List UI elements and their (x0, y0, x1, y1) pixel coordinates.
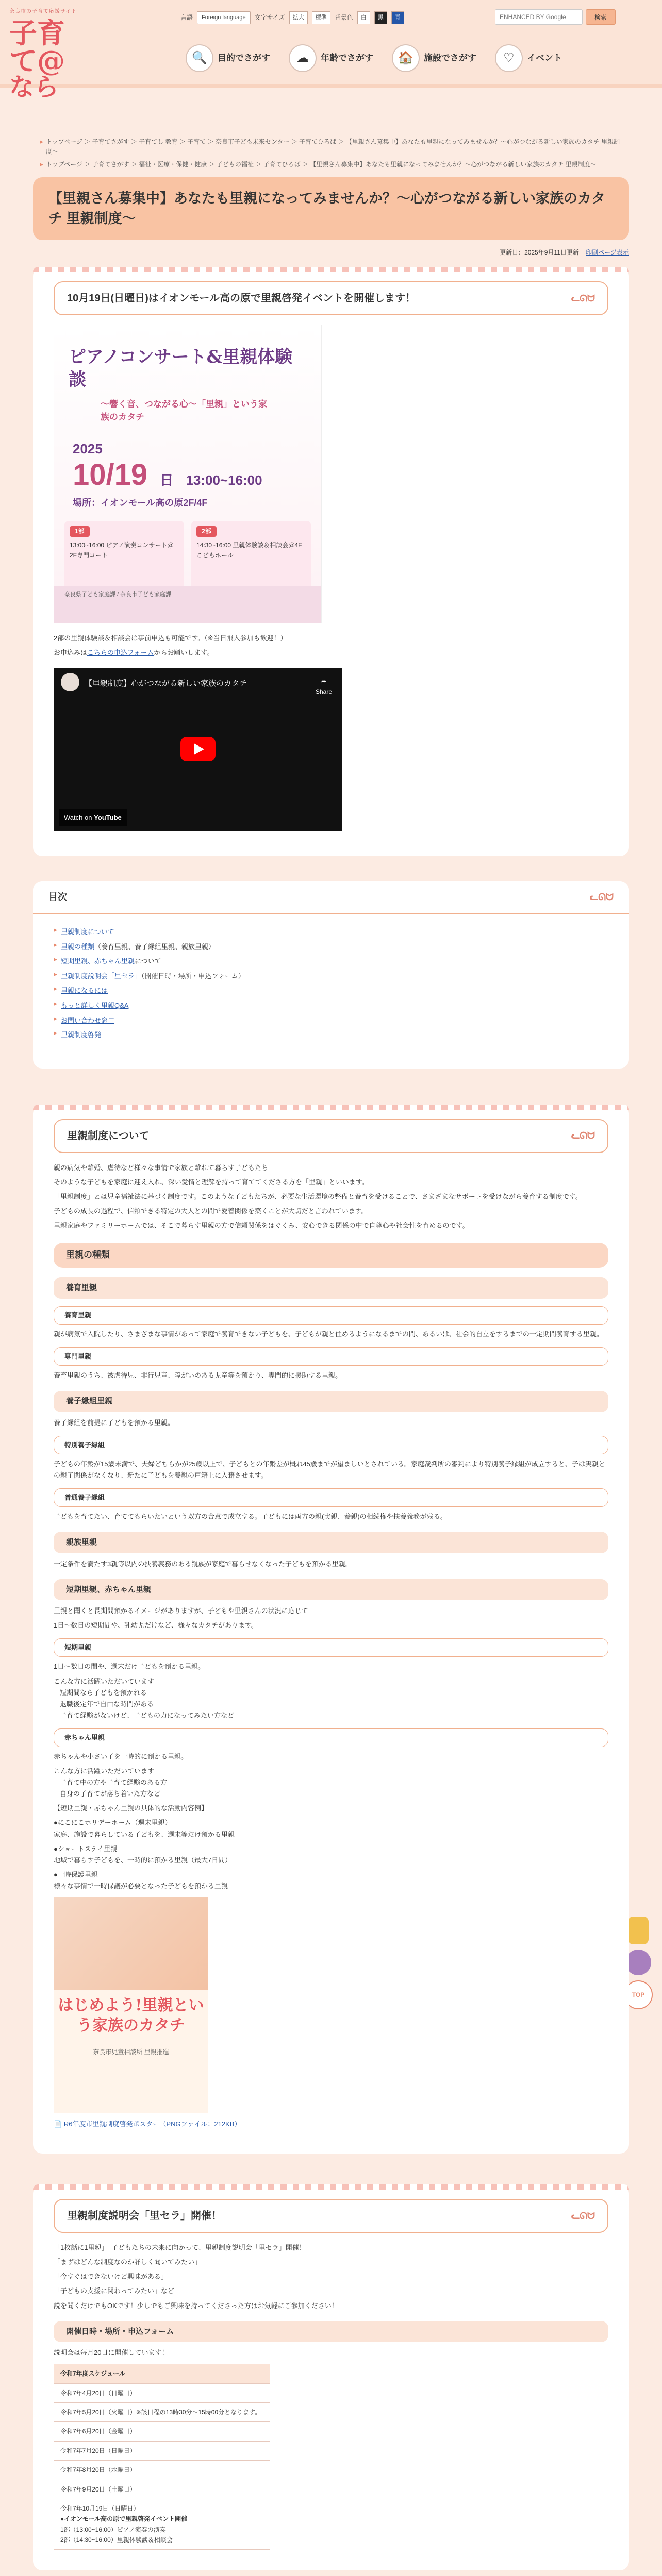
awareness-poster-sub: 奈良市児童相談所 里親推進 (93, 2048, 169, 2056)
bear-mascot-icon (625, 1950, 651, 1975)
list-item (54, 1028, 608, 1043)
types-heading: 里親の種類 (54, 1243, 608, 1268)
toc-heading: 目次 (48, 892, 67, 903)
table-row (54, 2364, 270, 2383)
poster-part2-text: 14:30~16:00 里親体験談＆相談会＠4Fこどもホール (196, 541, 302, 560)
toc-heading-bar (33, 881, 629, 914)
about-p5: 里親家庭やファミリーホームでは、そこで暮らす里親の方で信頼関係をはぐくみ、安心できる関係の中で自尊心や社会性を育めるのです。 (54, 1222, 469, 1230)
list-item (54, 998, 608, 1013)
short-list1-2: 退職後定年で自由な時間がある (60, 1700, 154, 1708)
share-icon: ➦ (321, 677, 327, 685)
foster-p2: 養育里親のうち、被虐待児、非行児童、障がいのある児童等を預かり、専門的に援助する里親。 (54, 1371, 342, 1379)
poster-time: 13:00~16:00 (186, 472, 262, 488)
bg-black-button[interactable]: 黒 (374, 11, 387, 24)
about-p2: そのような子どもを家庭に迎え入れ、深い愛情と理解を持って育ててくださる方を「里親」といいます。 (54, 1178, 369, 1186)
toc-link[interactable]: 里親の種類 (61, 942, 95, 951)
toc-link[interactable]: 里親制度について (61, 928, 114, 936)
print-link[interactable]: 印刷ページ表示 (586, 248, 629, 256)
schedule-line: 令和7年10月19日（日曜日） (60, 2504, 140, 2512)
bg-white-button[interactable]: 白 (357, 11, 370, 24)
play-button-icon[interactable] (180, 737, 216, 761)
watch-on-youtube[interactable] (59, 809, 127, 826)
short-list2-2: 自身の子育てが落ち着いた方など (60, 1790, 161, 1798)
site-search (495, 9, 616, 25)
list-item (54, 1013, 608, 1028)
about-section (33, 1105, 629, 2154)
search-input[interactable] (495, 9, 583, 25)
schedule-cell: 令和7年4月20日（日曜日） (54, 2383, 270, 2402)
poster-photo (54, 1897, 208, 1990)
toc-link[interactable]: お問い合わせ窓口 (61, 1016, 115, 1024)
short-p1: 里親と聞くと長期間預かるイメージがありますが、子どもや里親さんの状況に応じて (54, 1607, 308, 1615)
nav-event[interactable] (490, 40, 567, 76)
short-p2: 1日～数日の短期間や、乳幼児だけなど、様々なカタチがあります。 (54, 1621, 258, 1630)
cat-ears-icon: ᓚᘏᗢ (589, 892, 614, 903)
foster-sub2: 専門里親 (54, 1347, 608, 1366)
short-p5: 【短期里親・赤ちゃん里親の具体的な活動内容例】 (54, 1804, 208, 1812)
table-row (54, 2441, 270, 2460)
table-row (54, 2461, 270, 2480)
schedule-line: 2部（14:30~16:00）里親体験談＆相談会 (60, 2536, 173, 2544)
seminar-p3: 「今すぐはできないけど興味がある」 (54, 2273, 168, 2281)
table-row (54, 2480, 270, 2499)
breadcrumb-trail-1[interactable]: ▶ トップページ ＞ 子育てさがす ＞ 子育てし 教育 ＞ 子育て ＞ 奈良市子ども未来センター ＞ 子育てひろば ＞ 【里親さん募集中】あなたも里親になってみませんか？～心がつながる新しい家族のカタチ 里親制度～ (40, 137, 622, 157)
seminar-p5: 説を聞くだけでもOKです！少しでもご興味を持ってくださった方はお気軽にご参加ください！ (54, 2301, 338, 2310)
cat-ears-icon: ᓚᘏᗢ (571, 2210, 595, 2221)
poster-day: 日 (160, 472, 174, 488)
event-heading-bar (54, 281, 608, 315)
short-list1-3: 子育て経験がないけど、子どもの力になってみたい方など (60, 1711, 235, 1719)
awareness-poster (54, 1897, 208, 2113)
table-row (54, 2402, 270, 2421)
poster-title: ピアノコンサート&里親体験談 (69, 347, 293, 391)
toc-tail: （開催日時・場所・申込フォーム） (141, 972, 245, 980)
nav-purpose-label: 目的でさがす (218, 53, 270, 63)
font-size-label: 文字サイズ (254, 14, 285, 22)
toc-link[interactable]: 短期里親、赤ちゃん里親 (61, 957, 135, 965)
short-p4: 赤ちゃんや小さい子を一時的に預かる里親。 (54, 1753, 188, 1760)
schedule-cell (54, 2499, 270, 2550)
short-sub1: 短期里親 (54, 1638, 608, 1657)
cat-ears-icon: ᓚᘏᗢ (571, 1130, 595, 1141)
language-label: 言語 (180, 14, 193, 22)
watch-on-label: Watch on (64, 814, 92, 822)
poster-year: 2025 (73, 440, 103, 456)
poster-part1-label: 1部 (70, 526, 90, 536)
short-p11: 様々な事情で一時保護が必要となった子どもを預かる里親 (54, 1882, 228, 1890)
toc-link[interactable]: 里親になるには (61, 987, 108, 995)
schedule-table (54, 2364, 270, 2550)
heart-icon: ♡ (495, 44, 523, 72)
awareness-poster-title: はじめよう!里親という家族のカタチ (58, 1996, 204, 2035)
poster-date-row (54, 457, 321, 492)
seminar-p2: 「まずはどんな制度なのか詳しく聞いてみたい」 (54, 2258, 202, 2266)
nav-facility-label: 施設でさがす (424, 53, 476, 63)
global-nav (180, 40, 567, 76)
seminar-heading-bar (54, 2199, 608, 2233)
channel-avatar (61, 673, 79, 691)
foster-heading: 養育里親 (54, 1277, 608, 1299)
toc-tail: について (135, 957, 161, 965)
schedule-cell: 令和7年5月20日（火曜日）※該日程の13時30分～15時00分となります。 (54, 2402, 270, 2421)
schedule-cell: 令和7年7月20日（日曜日） (54, 2441, 270, 2460)
list-item (54, 984, 608, 998)
adopt-heading: 養子縁組里親 (54, 1391, 608, 1412)
seminar-heading: 里親制度説明会「里セラ」開催！ (67, 2210, 222, 2222)
schedule-cell: 令和7年9月20日（土曜日） (54, 2480, 270, 2499)
toc-link[interactable]: もっと詳しく里親Q&A (61, 1001, 129, 1009)
schedule-line: 1部（13:00~16:00）ピアノ演奏の演奏 (60, 2526, 166, 2533)
event-section (33, 267, 629, 856)
logo-line1: 子育て@ (9, 16, 65, 77)
page-title: 【里親さん募集中】あなたも里親になってみませんか？～心がつながる新しい家族のカタチ 里親制度～ (33, 177, 629, 240)
updated-date: 更新日：2025年9月11日更新 (500, 248, 579, 256)
nav-age[interactable] (284, 40, 378, 76)
table-row (54, 2383, 270, 2402)
short-list1-0: こんな方に活躍いただいています (54, 1677, 155, 1685)
font-standard-button[interactable]: 標準 (312, 11, 330, 24)
event-apply-suffix: からお願いします。 (154, 649, 214, 657)
about-p3: 「里親制度」とは児童福祉法に基づく制度です。このような子どもたちが、必要な生活環境の整備と養育を受けることで、さまざまなサポートを受けながら養育する制度です。 (54, 1192, 582, 1200)
font-large-button[interactable]: 拡大 (289, 11, 308, 24)
schedule-header: 令和7年度スケジュール (54, 2364, 270, 2383)
seminar-section (33, 2184, 629, 2570)
about-p4: 子どもの成長の過程で、信頼できる特定の大人との間で愛着関係を築くことが大切だと言われています。 (54, 1207, 368, 1215)
short-p7: 家庭、施設で暮らしている子どもを、週末等だけ預かる里親 (54, 1830, 235, 1838)
adopt-p3: 子どもを育てたい、育ててもらいたいという双方の合意で成立する。子どもには両方の親(実親、養親)の相続権や扶養義務が残る。 (54, 1512, 447, 1520)
schedule-cell: 令和7年8月20日（水曜日） (54, 2461, 270, 2480)
nav-event-label: イベント (527, 53, 562, 63)
logo-catch: 奈良市の子育て応援サイト (9, 9, 77, 14)
about-heading-bar (54, 1119, 608, 1153)
poster-part1-text: 13:00~16:00 ピアノ演奏コンサート＠2F専門コート (70, 541, 174, 560)
bg-blue-button[interactable]: 青 (391, 11, 404, 24)
cat-ears-icon: ᓚᘏᗢ (571, 293, 595, 303)
nav-purpose[interactable] (180, 40, 275, 76)
seminar-p6: 説明会は毎月20日に開催しています！ (54, 2349, 169, 2357)
table-of-contents (33, 881, 629, 1068)
event-apply (54, 647, 608, 658)
robot-mascot-icon (628, 1917, 649, 1944)
short-p8: ●ショートステイ里親 (54, 1844, 118, 1853)
list-item (54, 925, 608, 940)
poster-download-link[interactable]: R6年度市里親制度啓発ポスター（PNGファイル：212KB） (63, 2120, 241, 2128)
event-poster (54, 325, 322, 623)
poster-place: 場所：イオンモール高の原2F/4F (73, 497, 208, 508)
youtube-logo: YouTube (94, 814, 122, 822)
about-p1: 親の病気や離婚、虐待など様々な事情で家族と離れて暮らす子どもたち (54, 1163, 269, 1172)
nav-facility[interactable] (387, 40, 482, 76)
adopt-sub2: 普通養子縁組 (54, 1488, 608, 1507)
house-icon: 🏠 (392, 44, 420, 72)
event-heading: 10月19日(日曜日)はイオンモール高の原で里親啓発イベントを開催します！ (67, 293, 416, 304)
poster-part2-label: 2部 (196, 526, 217, 536)
kin-heading: 親族里親 (54, 1532, 608, 1553)
adopt-sub1: 特別養子縁組 (54, 1436, 608, 1454)
short-p3: 1日～数日の間や、週末だけ子どもを預かる里親。 (54, 1663, 205, 1671)
magnifier-icon: 🔍 (186, 44, 213, 72)
back-to-top-button[interactable]: TOP (624, 1980, 653, 2009)
list-item (54, 954, 608, 969)
toc-tail: （養育里親、養子縁組里親、親族里親） (94, 942, 216, 951)
adopt-p2: 子どもの年齢が15歳未満で、夫婦どちらかが25歳以上で、子どもとの年齢差が概ね45歳までが望ましいとされている。家庭裁判所の審判により特別養子縁組が成立すると、子は実親との親子関係がなくなり、新たに子どもを養親の戸籍上に入籍させます。 (54, 1460, 605, 1479)
bg-color-label: 背景色 (334, 14, 353, 22)
short-list2-1: 子育て中の方や子育て経験のある方 (60, 1778, 168, 1787)
short-p6: ●にこにこホリデーホーム（週末里親） (54, 1819, 172, 1827)
site-logo[interactable] (9, 7, 92, 101)
file-icon: 📄 (54, 2120, 62, 2128)
video-title[interactable]: 【里親制度】心がつながる新しい家族のカタチ (85, 679, 247, 688)
poster-footer: 奈良県子ども家庭課 / 奈良市子ども家庭課 (54, 586, 321, 623)
short-p9: 地域で暮らす子どもを、一時的に預かる里親（最大7日間） (54, 1856, 232, 1864)
apply-form-link[interactable]: こちらの申込フォーム (87, 649, 154, 657)
search-button[interactable]: 検索 (586, 9, 616, 25)
schedule-cell: 令和7年6月20日（金曜日） (54, 2422, 270, 2441)
list-item (54, 940, 608, 955)
table-row (54, 2499, 270, 2550)
short-list1-1: 短期間なら子どもを預かれる (60, 1688, 147, 1697)
share-label: Share (315, 688, 332, 696)
schedule-line: ●イオンモール高の原で里親啓発イベント開催 (60, 2515, 188, 2523)
cloud-icon: ☁ (289, 44, 317, 72)
event-note: 2部の里親体験談＆相談会は事前申込も可能です。（※当日飛入参加も歓迎！） (54, 634, 287, 642)
nav-age-label: 年齢でさがす (321, 53, 373, 63)
poster-subtitle: ～響く音、つながる心～「里親」という家族のカタチ (101, 399, 267, 422)
toc-link[interactable]: 里親制度啓発 (61, 1031, 102, 1039)
short-heading: 短期里親、赤ちゃん里親 (54, 1579, 608, 1601)
short-p10: ●一時保護里親 (54, 1870, 98, 1878)
adopt-p1: 養子縁組を前提に子どもを預かる里親。 (54, 1418, 175, 1427)
about-heading: 里親制度について (67, 1130, 150, 1142)
event-apply-prefix: お申込みは (54, 649, 88, 657)
site-header (0, 0, 662, 101)
seminar-p1: 「1枚話に1里親」 子どもたちの未来に向かって、里親制度説明会「里セラ」開催！ (54, 2244, 306, 2252)
page-meta (33, 247, 629, 258)
foster-sub1: 養育里親 (54, 1306, 608, 1325)
language-button[interactable]: Foreign language (197, 11, 251, 24)
poster-date: 10/19 (73, 457, 148, 492)
kin-p1: 一定条件を満たす3親等以内の扶養義務のある親族が家庭で暮らせなくなった子どもを預かる里親。 (54, 1560, 352, 1568)
short-list2-0: こんな方に活躍いただいています (54, 1767, 155, 1775)
table-row (54, 2422, 270, 2441)
list-item (54, 969, 608, 984)
poster-download (54, 2119, 608, 2130)
seminar-sub: 開催日時・場所・申込フォーム (54, 2321, 608, 2343)
seminar-p4: 「子どもの支援に関わってみたい」など (54, 2287, 174, 2295)
youtube-video[interactable] (54, 668, 342, 831)
logo-line2: なら (9, 73, 59, 101)
toc-link[interactable]: 里親制度説明会「里セラ」 (61, 972, 142, 980)
utility-bar (180, 11, 404, 24)
breadcrumb (40, 137, 622, 170)
breadcrumb-trail-2[interactable]: ▶ トップページ ＞ 子育てさがす ＞ 福祉・医療・保健・健康 ＞ 子どもの福祉 ＞ 子育てひろば ＞ 【里親さん募集中】あなたも里親になってみませんか？～心がつながる新しい家族のカタチ 里親制度～ (40, 160, 622, 170)
foster-p1: 親が病気で入院したり、さまざまな事情があって家庭で養育できない子どもを、子どもが親と住めるようになるまでの間、あるいは、社会的自立をするまでの一定期間養育する里親。 (54, 1330, 603, 1338)
toc-list (33, 914, 629, 1053)
short-sub2: 赤ちゃん里親 (54, 1728, 608, 1747)
share-button[interactable] (316, 676, 332, 697)
